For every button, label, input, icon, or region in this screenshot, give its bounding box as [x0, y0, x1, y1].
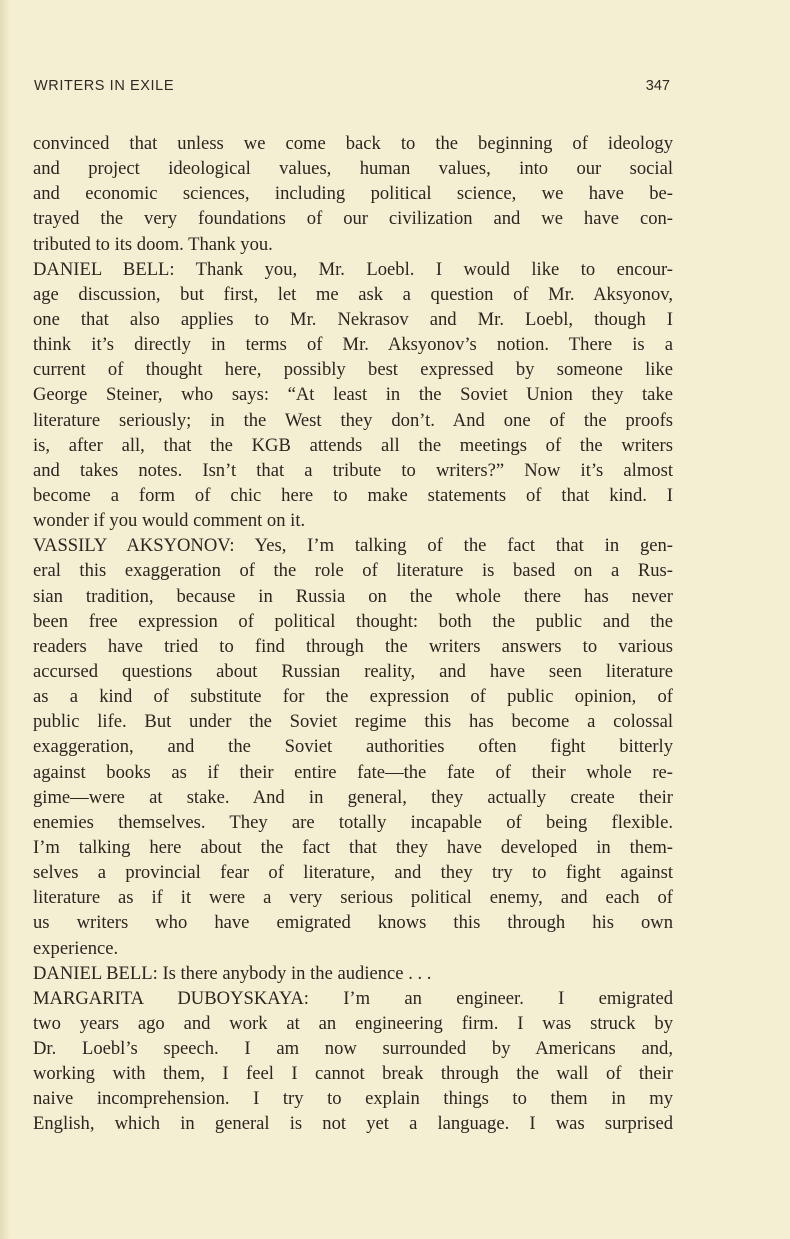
text-line: DANIEL BELL: Is there anybody in the audience . . .: [33, 962, 432, 984]
text-line: sian tradition, because in Russia on the whole there has never: [33, 585, 673, 607]
text-line: trayed the very foundations of our civilization and we have con-: [33, 208, 673, 230]
text-line: is, after all, that the KGB attends all the meetings of the writers: [33, 434, 673, 456]
text-line: public life. But under the Soviet regime this has become a colossal: [33, 711, 673, 733]
text-line: one that also applies to Mr. Nekrasov and Mr. Loebl, though I: [33, 308, 673, 330]
text-line: working with them, I feel I cannot break through the wall of their: [33, 1063, 673, 1085]
text-line: and economic sciences, including political science, we have be-: [33, 183, 673, 205]
page-edge-shadow: [0, 0, 10, 1239]
text-line: readers have tried to find through the writers answers to various: [33, 635, 673, 657]
text-line: and project ideological values, human values, into our social: [33, 158, 673, 180]
text-line: literature seriously; in the West they don’t. And one of the proofs: [33, 409, 673, 431]
text-line: MARGARITA DUBOYSKAYA: I’m an engineer. I emigrated: [33, 987, 673, 1009]
text-line: Dr. Loebl’s speech. I am now surrounded by Americans and,: [33, 1038, 673, 1060]
text-line: think it’s directly in terms of Mr. Aksyonov’s notion. There is a: [33, 334, 673, 356]
body-text: [33, 131, 673, 1137]
text-line: experience.: [33, 937, 119, 959]
text-line: and takes notes. Isn’t that a tribute to writers?” Now it’s almost: [33, 459, 673, 481]
text-line: wonder if you would comment on it.: [33, 510, 306, 532]
text-line: as a kind of substitute for the expression of public opinion, of: [33, 686, 673, 708]
text-line: DANIEL BELL: Thank you, Mr. Loebl. I would like to encour-: [33, 258, 673, 280]
text-line: accursed questions about Russian reality, and have seen literature: [33, 660, 673, 682]
text-line: gime—were at stake. And in general, they actually create their: [33, 786, 673, 808]
running-head: [34, 78, 670, 100]
text-line: against books as if their entire fate—the fate of their whole re-: [33, 761, 673, 783]
text-line: George Steiner, who says: “At least in the Soviet Union they take: [33, 384, 673, 406]
page-number: 347: [645, 78, 670, 94]
text-line: two years ago and work at an engineering firm. I was struck by: [33, 1012, 673, 1034]
text-line: English, which in general is not yet a language. I was surprised: [33, 1113, 673, 1135]
running-title: WRITERS IN EXILE: [34, 78, 175, 94]
text-line: convinced that unless we come back to the beginning of ideology: [33, 133, 673, 154]
text-line: exaggeration, and the Soviet authorities often fight bitterly: [33, 736, 673, 758]
text-line: tributed to its doom. Thank you.: [33, 233, 273, 255]
text-line: age discussion, but first, let me ask a question of Mr. Aksyonov,: [33, 283, 673, 305]
text-line: us writers who have emigrated knows this through his own: [33, 912, 673, 934]
text-line: I’m talking here about the fact that they have developed in them-: [33, 836, 673, 858]
text-line: been free expression of political thought: both the public and the: [33, 610, 673, 632]
text-line: enemies themselves. They are totally incapable of being flexible.: [33, 811, 673, 833]
text-line: current of thought here, possibly best expressed by someone like: [33, 359, 673, 381]
text-line: selves a provincial fear of literature, and they try to fight against: [33, 862, 673, 884]
text-line: literature as if it were a very serious political enemy, and each of: [33, 887, 673, 909]
text-line: VASSILY AKSYONOV: Yes, I’m talking of the fact that in gen-: [33, 535, 673, 557]
text-line: become a form of chic here to make statements of that kind. I: [33, 484, 673, 506]
text-line: naive incomprehension. I try to explain things to them in my: [33, 1088, 673, 1110]
text-line: eral this exaggeration of the role of literature is based on a Rus-: [33, 560, 673, 582]
